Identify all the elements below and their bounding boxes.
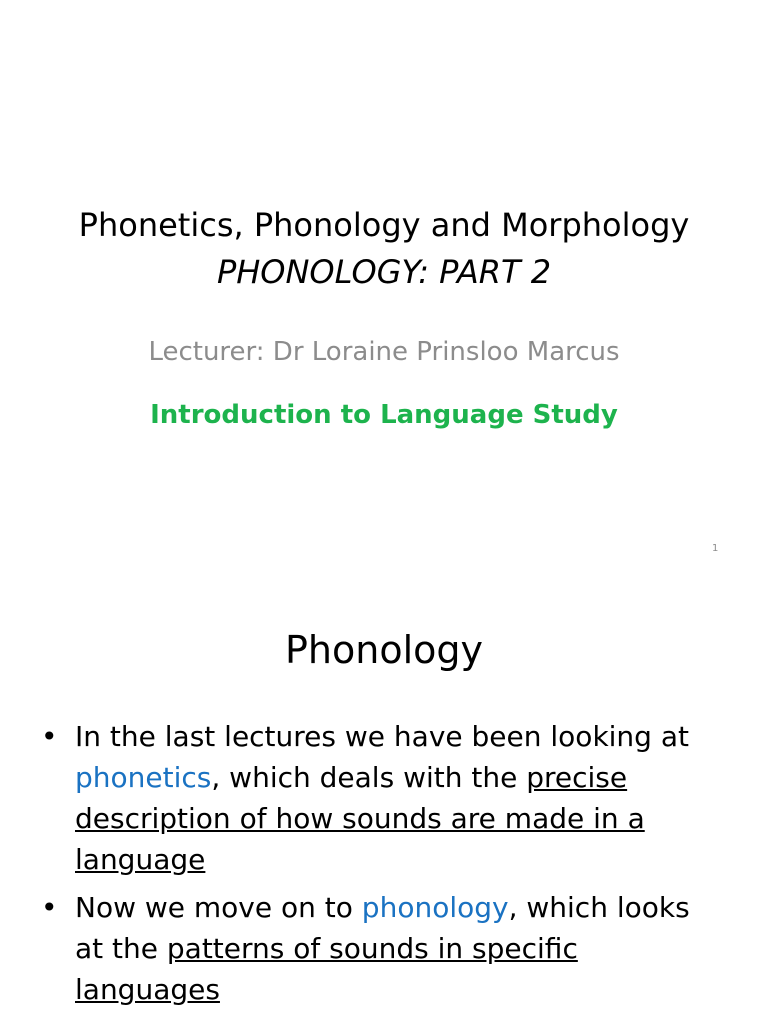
bullet-1-underlined: precise description of how sounds are made in a language (75, 761, 645, 876)
bullet-2-text: Now we move on to (75, 891, 362, 924)
bullet-item-1 (41, 716, 725, 880)
bullet-1-text: In the last lectures we have been looking at (75, 720, 689, 753)
bullet-icon: • (41, 720, 58, 753)
slide-title-line-1: Phonetics, Phonology and Morphology (78, 206, 690, 244)
lecturer-name: Lecturer: Dr Loraine Prinsloo Marcus (148, 337, 620, 367)
bullet-2-underlined: patterns of sounds in specific languages (75, 932, 578, 1006)
page-number: 1 (712, 543, 719, 554)
slide-2 (0, 576, 768, 1024)
slide-title-line-2: PHONOLOGY: PART 2 (216, 253, 552, 291)
term-phonology: phonology (361, 891, 509, 924)
bullet-1-text-cont: , which deals with the (211, 761, 527, 794)
bullet-2-text-cont: , which looks at the (75, 891, 690, 965)
slide-2-title: Phonology (285, 628, 483, 672)
bullet-icon: • (41, 891, 58, 924)
course-title: Introduction to Language Study (150, 400, 618, 430)
bullet-item-2 (41, 887, 725, 1010)
term-phonetics: phonetics (75, 761, 212, 794)
